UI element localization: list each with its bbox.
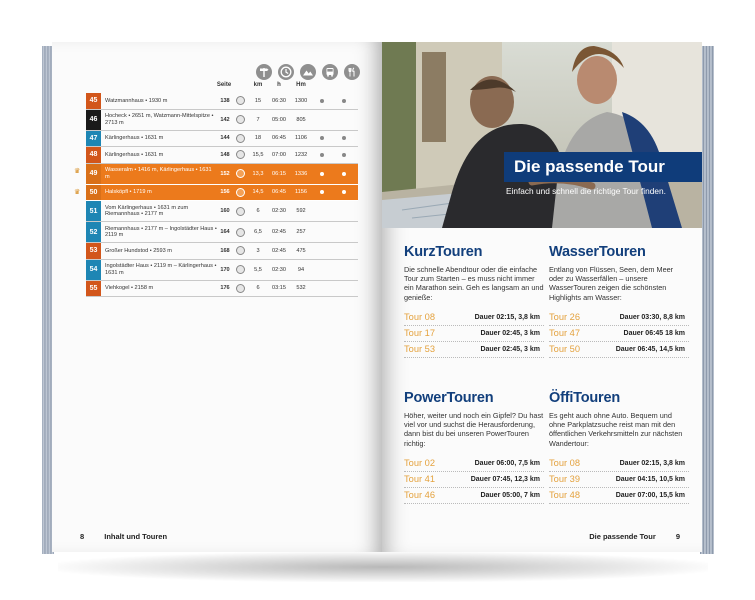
difficulty-icon xyxy=(234,147,246,163)
restaurant-indicator xyxy=(336,131,352,147)
bus-indicator xyxy=(314,131,330,147)
tour-elevation: 532 xyxy=(296,285,306,292)
list-item[interactable] xyxy=(549,342,689,358)
table-row[interactable] xyxy=(74,185,358,202)
difficulty-icon xyxy=(234,185,246,201)
tour-name: Viehkogel • 2158 m xyxy=(105,285,154,291)
tour-duration: 05:00 xyxy=(272,116,286,123)
tour-name: Kärlingerhaus • 1631 m xyxy=(105,135,164,141)
table-row[interactable] xyxy=(86,147,358,164)
tour-km: 6,5 xyxy=(254,229,262,235)
section-title: WasserTouren xyxy=(549,244,646,260)
header-hm: Hm xyxy=(296,82,306,88)
tour-link[interactable]: Tour 41 xyxy=(404,473,436,484)
restaurant-icon xyxy=(344,64,360,80)
list-item[interactable] xyxy=(404,342,544,358)
section-kurztouren xyxy=(404,244,544,358)
tour-link[interactable]: Tour 47 xyxy=(549,327,581,338)
bus-indicator xyxy=(314,281,330,297)
tour-elevation: 592 xyxy=(296,208,306,214)
page-number-right: 9 xyxy=(675,532,680,541)
tour-km: 7 xyxy=(256,116,260,123)
tour-name: Riemannhaus • 2177 m – Ingolstädter Haus • 2119 m xyxy=(105,225,217,238)
table-row[interactable] xyxy=(86,222,358,243)
tour-detail: Dauer 05:00, 7 km xyxy=(480,491,540,499)
tour-link[interactable]: Tour 50 xyxy=(549,343,581,354)
section-banner: Die passende Tour xyxy=(504,152,702,182)
tour-list xyxy=(404,310,544,358)
table-row[interactable] xyxy=(86,93,358,110)
tour-elevation: 1106 xyxy=(294,135,308,142)
folio-title-right: Die passende Tour xyxy=(589,532,656,541)
tour-detail: Dauer 04:15, 10,5 km xyxy=(615,475,685,483)
book-edge-right xyxy=(700,46,714,554)
tour-number: 48 xyxy=(86,147,101,163)
tour-page: 160 xyxy=(220,208,230,214)
restaurant-indicator xyxy=(336,260,352,280)
tour-number: 52 xyxy=(86,222,101,242)
section-body: Höher, weiter und noch ein Gipfel? Du hast viel vor und suchst die Herausforderung, dann bist du bei unseren PowerTouren richtig: xyxy=(404,411,544,448)
tour-duration: 07:00 xyxy=(272,151,286,158)
tour-page: 156 xyxy=(220,189,230,196)
section-wassertouren xyxy=(549,244,689,358)
bus-indicator xyxy=(314,243,330,259)
tour-page: 142 xyxy=(220,116,230,123)
header-km: km xyxy=(253,82,263,88)
tour-detail: Dauer 02:45, 3 km xyxy=(480,345,540,353)
table-header xyxy=(86,82,358,92)
section-subtitle: Einfach und schnell die richtige Tour finden. xyxy=(506,186,666,196)
tour-number: 51 xyxy=(86,201,101,221)
tour-detail: Dauer 06:00, 7,5 km xyxy=(474,459,540,467)
difficulty-icon xyxy=(234,164,246,184)
tour-link[interactable]: Tour 53 xyxy=(404,343,436,354)
table-icon-row xyxy=(256,64,366,82)
tour-elevation: 1156 xyxy=(294,189,308,196)
bus-indicator xyxy=(314,222,330,242)
list-item[interactable] xyxy=(549,488,689,504)
table-row[interactable] xyxy=(86,243,358,260)
bus-indicator xyxy=(314,147,330,163)
restaurant-indicator xyxy=(336,93,352,109)
list-item[interactable] xyxy=(404,456,544,472)
tour-number: 50 xyxy=(86,185,101,201)
tour-duration: 03:15 xyxy=(272,285,286,292)
header-seite: Seite xyxy=(216,82,232,88)
restaurant-indicator xyxy=(336,185,352,201)
tour-duration: 06:45 xyxy=(272,189,286,196)
tour-page: 152 xyxy=(220,170,230,177)
bus-indicator xyxy=(314,185,330,201)
tour-detail: Dauer 02:45, 3 km xyxy=(480,329,540,337)
tour-elevation: 1300 xyxy=(294,97,308,104)
tour-km: 6 xyxy=(256,285,260,292)
list-item[interactable] xyxy=(549,456,689,472)
crown-icon: ♛ xyxy=(74,167,81,175)
difficulty-icon xyxy=(234,222,246,242)
tour-km: 15,5 xyxy=(252,151,264,158)
tour-detail: Dauer 06:45, 14,5 km xyxy=(615,345,685,353)
tour-name: Wasseralm • 1416 m, Kärlingerhaus • 1631 m xyxy=(105,167,212,180)
book-shadow xyxy=(58,552,708,582)
tour-page: 176 xyxy=(220,285,230,292)
tour-km: 18 xyxy=(254,135,262,142)
tour-page: 168 xyxy=(220,247,230,254)
bus-indicator xyxy=(314,260,330,280)
section-body: Entlang von Flüssen, Seen, dem Meer oder zu Wasserfällen – unsere WasserTouren zeigen die schönsten Highlights am Wasser: xyxy=(549,265,674,302)
tour-name: Halsköpfl • 1719 m xyxy=(105,189,152,195)
folio-title-left: Inhalt und Touren xyxy=(104,532,168,541)
page-number-left: 8 xyxy=(80,532,85,541)
tour-km: 3 xyxy=(256,247,260,254)
tour-page: 170 xyxy=(220,266,230,273)
clock-icon xyxy=(278,64,294,80)
tour-number: 46 xyxy=(86,110,101,130)
bus-indicator xyxy=(314,201,330,221)
tour-page: 138 xyxy=(220,97,230,104)
tour-link[interactable]: Tour 48 xyxy=(549,489,581,500)
crown-icon: ♛ xyxy=(74,188,81,196)
list-item[interactable] xyxy=(404,472,544,488)
tour-page: 164 xyxy=(220,229,230,235)
tour-duration: 02:45 xyxy=(272,247,286,254)
table-row[interactable] xyxy=(86,260,358,281)
tour-number: 45 xyxy=(86,93,101,109)
tour-detail: Dauer 03:30, 8,8 km xyxy=(619,313,685,321)
tour-elevation: 94 xyxy=(297,266,305,273)
tour-list xyxy=(549,456,689,504)
tour-name: Großer Hundstod • 2593 m xyxy=(105,247,172,254)
signpost-icon xyxy=(256,64,272,80)
tour-list xyxy=(404,456,544,504)
difficulty-icon xyxy=(234,281,246,297)
restaurant-indicator xyxy=(336,147,352,163)
list-item[interactable] xyxy=(404,310,544,326)
tour-number: 53 xyxy=(86,243,101,259)
restaurant-indicator xyxy=(336,243,352,259)
table-row[interactable] xyxy=(86,110,358,131)
tour-link[interactable]: Tour 26 xyxy=(549,311,581,322)
tour-elevation: 257 xyxy=(296,229,306,235)
section-powertouren xyxy=(404,390,544,504)
tour-km: 15 xyxy=(254,97,262,104)
section-body: Die schnelle Abendtour oder die einfache Tour zum Starten – es muss nicht immer ein Marathon sein. Geh es langsam an und genieße: xyxy=(404,265,544,302)
restaurant-indicator xyxy=(336,164,352,184)
tour-duration: 02:45 xyxy=(272,229,286,235)
restaurant-indicator xyxy=(336,201,352,221)
restaurant-indicator xyxy=(336,222,352,242)
folio-right xyxy=(589,532,680,541)
difficulty-icon xyxy=(234,93,246,109)
list-item[interactable] xyxy=(404,488,544,504)
tour-elevation: 1336 xyxy=(294,170,308,177)
tour-km: 13,3 xyxy=(252,170,264,177)
tour-number: 49 xyxy=(86,164,101,184)
header-h: h xyxy=(277,82,281,88)
tour-detail: Dauer 07:45, 12,3 km xyxy=(470,475,540,483)
bus-indicator xyxy=(314,164,330,184)
section-title: PowerTouren xyxy=(404,390,494,406)
folio-left xyxy=(80,532,167,541)
tour-number: 55 xyxy=(86,281,101,297)
section-title: ÖffiTouren xyxy=(549,390,621,406)
tour-duration: 02:30 xyxy=(272,266,286,273)
left-page xyxy=(52,42,382,552)
tour-name: Kärlingerhaus • 1631 m xyxy=(105,151,164,158)
elevation-icon xyxy=(300,64,316,80)
section-oeffitouren xyxy=(549,390,689,504)
tour-duration: 06:45 xyxy=(272,135,286,142)
bus-icon xyxy=(322,64,338,80)
tour-link[interactable]: Tour 46 xyxy=(404,489,436,500)
tour-detail: Dauer 07:00, 15,5 km xyxy=(615,491,685,499)
hikers-photo xyxy=(382,42,702,228)
tour-link[interactable]: Tour 08 xyxy=(404,311,436,322)
tour-duration: 02:30 xyxy=(272,208,286,214)
tour-name: Hocheck • 2651 m, Watzmann-Mittelspitze • 2713 m xyxy=(105,113,214,126)
list-item[interactable] xyxy=(404,326,544,342)
tour-elevation: 1232 xyxy=(294,151,308,158)
table-row[interactable] xyxy=(74,164,358,185)
restaurant-indicator xyxy=(336,281,352,297)
tour-km: 5,5 xyxy=(254,266,262,273)
table-row[interactable] xyxy=(86,201,358,222)
restaurant-indicator xyxy=(336,110,352,130)
tour-detail: Dauer 02:15, 3,8 km xyxy=(619,459,685,467)
difficulty-icon xyxy=(234,260,246,280)
difficulty-icon xyxy=(234,131,246,147)
list-item[interactable] xyxy=(549,326,689,342)
tour-detail: Dauer 02:15, 3,8 km xyxy=(474,313,540,321)
tour-link[interactable]: Tour 02 xyxy=(404,457,436,468)
list-item[interactable] xyxy=(549,472,689,488)
section-body: Es geht auch ohne Auto. Bequem und ohne Parkplatzsuche reist man mit den öffentlichen Verkehrsmitteln zur nächsten Wandertour: xyxy=(549,411,683,448)
tour-number: 54 xyxy=(86,260,101,280)
tour-number: 47 xyxy=(86,131,101,147)
tour-name: Vom Kärlingerhaus • 1631 m zum Riemannhaus • 2177 m xyxy=(105,204,189,217)
tour-link[interactable]: Tour 08 xyxy=(549,457,581,468)
tour-page: 148 xyxy=(220,151,230,158)
table-rows xyxy=(74,93,358,297)
tour-elevation: 805 xyxy=(296,116,306,123)
tour-name: Ingolstädter Haus • 2119 m – Kärlingerhaus • 1631 m xyxy=(105,263,217,276)
tour-duration: 06:30 xyxy=(272,97,286,104)
tour-page: 144 xyxy=(220,135,230,142)
table-row[interactable] xyxy=(86,131,358,148)
section-title: KurzTouren xyxy=(404,244,483,260)
table-row[interactable] xyxy=(86,281,358,298)
list-item[interactable] xyxy=(549,310,689,326)
tour-detail: Dauer 06:45 18 km xyxy=(623,329,685,337)
tour-link[interactable]: Tour 39 xyxy=(549,473,581,484)
right-page xyxy=(382,42,702,552)
tour-km: 14,5 xyxy=(252,189,264,196)
bus-indicator xyxy=(314,93,330,109)
tour-list xyxy=(549,310,689,358)
tour-link[interactable]: Tour 17 xyxy=(404,327,436,338)
tour-duration: 06:15 xyxy=(272,170,286,177)
difficulty-icon xyxy=(234,201,246,221)
bus-indicator xyxy=(314,110,330,130)
tour-elevation: 475 xyxy=(296,247,306,254)
tour-km: 6 xyxy=(256,208,260,214)
difficulty-icon xyxy=(234,243,246,259)
difficulty-icon xyxy=(234,110,246,130)
tour-name: Watzmannhaus • 1930 m xyxy=(105,97,168,104)
